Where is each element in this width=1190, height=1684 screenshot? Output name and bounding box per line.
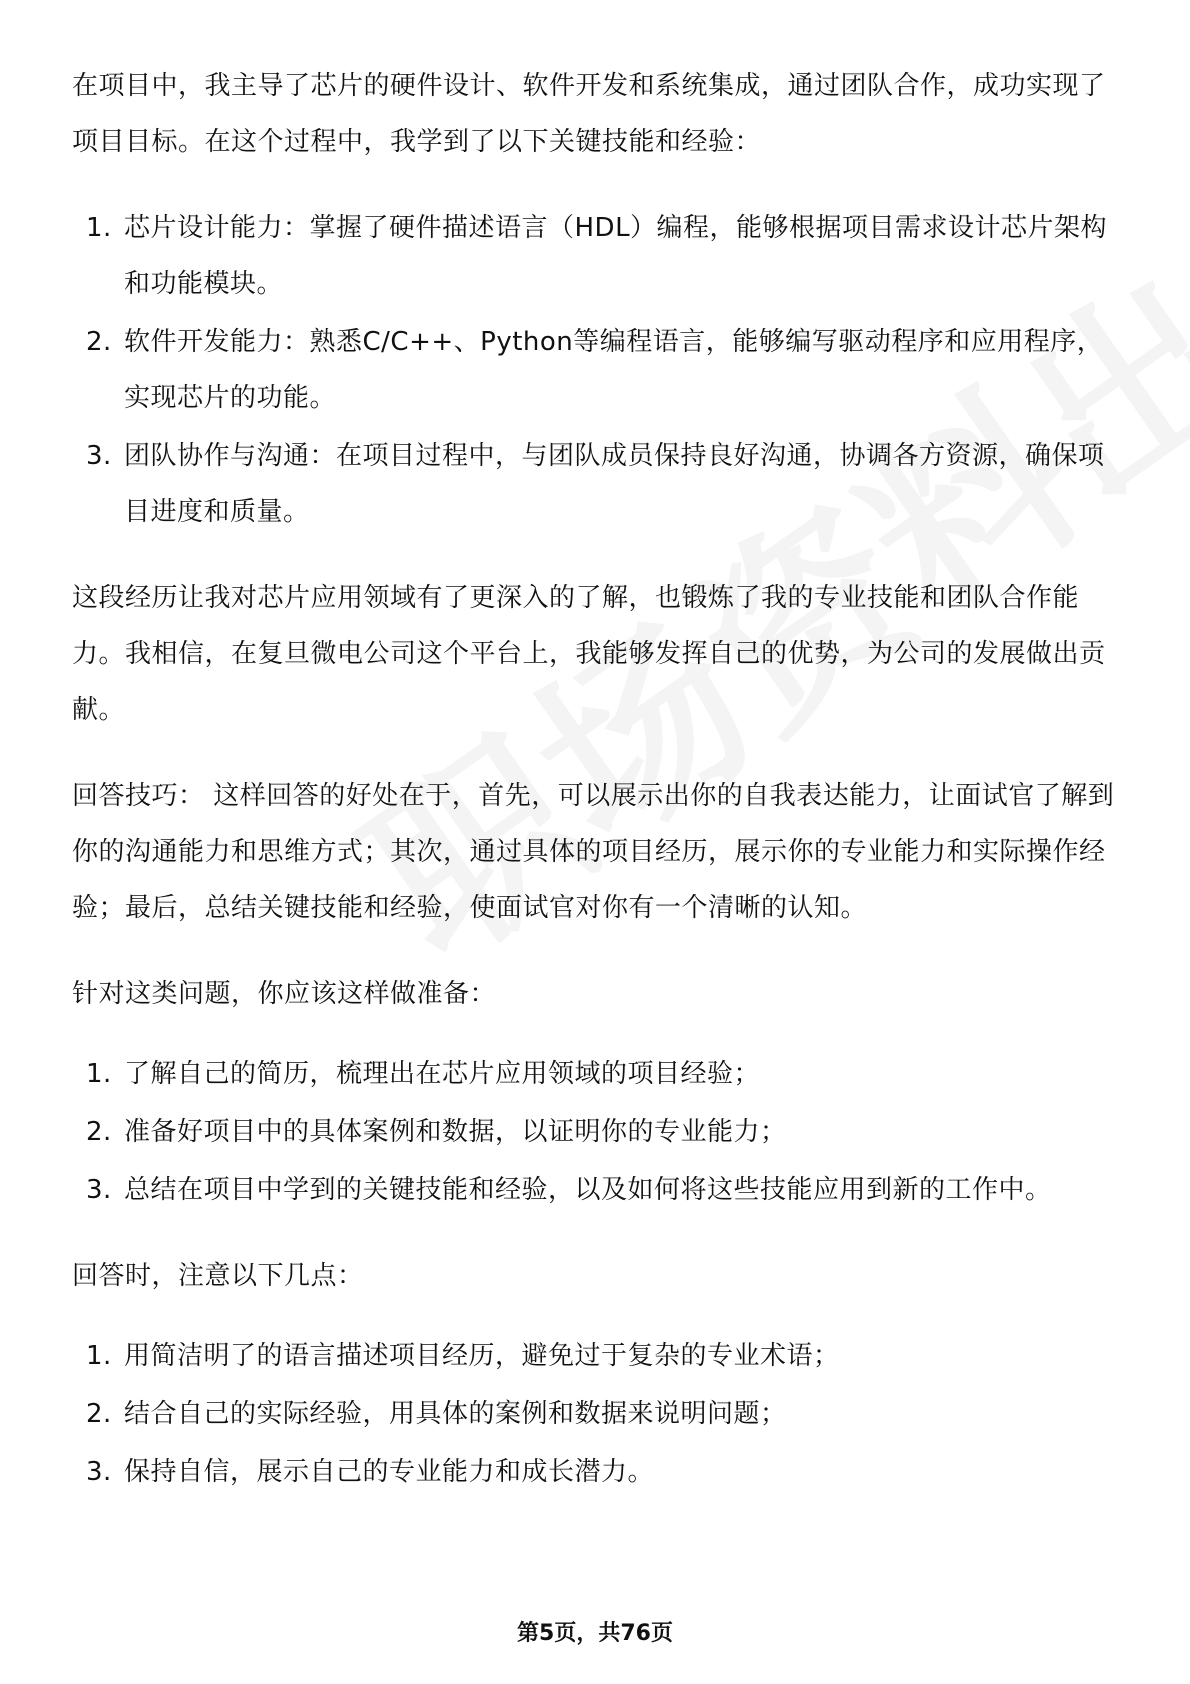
list-text: 软件开发能力：熟悉C/C++、Python等编程语言，能够编写驱动程序和应用程序，实现芯片的功能。 xyxy=(124,327,1104,413)
list-number: 3. xyxy=(86,1175,112,1205)
list-number: 2. xyxy=(86,327,112,357)
list-item xyxy=(72,1444,1118,1500)
list-number: 2. xyxy=(86,1399,112,1429)
list-item xyxy=(72,1104,1118,1160)
list-number: 1. xyxy=(86,213,112,243)
page-number: 第5页，共76页 xyxy=(517,1621,673,1646)
list-text: 总结在项目中学到的关键技能和经验，以及如何将这些技能应用到新的工作中。 xyxy=(124,1175,1052,1205)
list-item xyxy=(72,1046,1118,1102)
list-item xyxy=(72,200,1118,312)
list-number: 3. xyxy=(86,441,112,471)
list-item xyxy=(72,1162,1118,1218)
list-text: 结合自己的实际经验，用具体的案例和数据来说明问题； xyxy=(124,1399,787,1429)
list-item xyxy=(72,314,1118,426)
tips-paragraph: 回答技巧： 这样回答的好处在于，首先，可以展示出你的自我表达能力，让面试官了解到你的沟通能力和思维方式；其次，通过具体的项目经历，展示你的专业能力和实际操作经验；最后，总结关键技能和经验，使面试官对你有一个清晰的认知。 xyxy=(72,781,1115,923)
list-text: 了解自己的简历，梳理出在芯片应用领域的项目经验； xyxy=(124,1059,761,1089)
page-content xyxy=(72,58,1118,1530)
prep-heading: 针对这类问题，你应该这样做准备： xyxy=(72,979,497,1009)
list-text: 用简洁明了的语言描述项目经历，避免过于复杂的专业术语； xyxy=(124,1341,840,1371)
intro-paragraph: 在项目中，我主导了芯片的硬件设计、软件开发和系统集成，通过团队合作，成功实现了项目目标。在这个过程中，我学到了以下关键技能和经验： xyxy=(72,71,1106,157)
list-number: 3. xyxy=(86,1457,112,1487)
list-item xyxy=(72,1328,1118,1384)
list-text: 准备好项目中的具体案例和数据，以证明你的专业能力； xyxy=(124,1117,787,1147)
list-text: 芯片设计能力：掌握了硬件描述语言（HDL）编程，能够根据项目需求设计芯片架构和功能模块。 xyxy=(124,213,1108,299)
notes-heading: 回答时，注意以下几点： xyxy=(72,1261,364,1291)
list-number: 2. xyxy=(86,1117,112,1147)
skills-list xyxy=(72,200,1118,540)
experience-paragraph: 这段经历让我对芯片应用领域有了更深入的了解，也锻炼了我的专业技能和团队合作能力。我相信，在复旦微电公司这个平台上，我能够发挥自己的优势，为公司的发展做出贡献。 xyxy=(72,583,1106,725)
list-number: 1. xyxy=(86,1341,112,1371)
list-number: 1. xyxy=(86,1059,112,1089)
list-item xyxy=(72,1386,1118,1442)
list-item xyxy=(72,428,1118,540)
prep-list xyxy=(72,1046,1118,1218)
notes-list xyxy=(72,1328,1118,1500)
list-text: 保持自信，展示自己的专业能力和成长潜力。 xyxy=(124,1457,655,1487)
list-text: 团队协作与沟通：在项目过程中，与团队成员保持良好沟通，协调各方资源，确保项目进度和质量。 xyxy=(124,441,1105,527)
